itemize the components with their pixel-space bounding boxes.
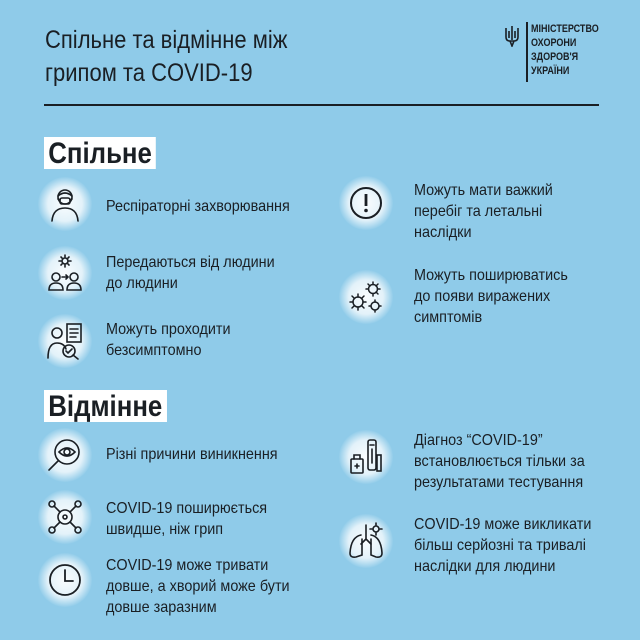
header-divider — [44, 104, 599, 106]
ministry-logo — [504, 22, 614, 84]
exclamation-icon — [339, 176, 393, 230]
item-text-line: COVID-19 може викликати — [414, 516, 592, 533]
page-title — [45, 24, 362, 90]
title-line-2: грипом та COVID-19 — [45, 59, 253, 87]
section-heading-common: Спільне — [44, 137, 156, 169]
item-text-line: Можуть поширюватись — [414, 267, 568, 284]
item-text-line: наслідки — [414, 224, 472, 241]
logo-line-1: МІНІСТЕРСТВО — [531, 23, 599, 35]
item-text-line: до людини — [106, 275, 178, 292]
person-to-person-icon — [38, 246, 92, 300]
masked-person-icon — [38, 177, 92, 231]
item-text-line: наслідки для людини — [414, 558, 556, 575]
section-heading-different: Відмінне — [44, 390, 167, 422]
clock-icon — [38, 553, 92, 607]
magnifier-virus-icon — [38, 428, 92, 482]
item-text-line: довше заразним — [106, 599, 217, 616]
item-text-line: Передаються від людини — [106, 254, 275, 271]
item-text-line: Можуть мати важкий — [414, 182, 553, 199]
item-text-line: симптомів — [414, 309, 483, 326]
lungs-virus-icon — [339, 514, 393, 568]
viruses-icon — [339, 270, 393, 324]
logo-line-3: ЗДОРОВ'Я — [531, 51, 579, 63]
item-text-line: безсимптомно — [106, 342, 202, 359]
item-text-line: COVID-19 поширюється — [106, 500, 268, 517]
logo-line-4: УКРАЇНИ — [531, 65, 570, 77]
item-text: Різні причини виникнення — [106, 446, 278, 463]
virus-network-icon — [38, 490, 92, 544]
item-text-line: результатами тестування — [414, 474, 584, 491]
item-text-line: Можуть проходити — [106, 321, 231, 338]
item-text-line: Діагноз “COVID-19” — [414, 432, 543, 449]
title-line-1: Спільне та відмінне між — [45, 26, 288, 54]
trident-icon — [504, 25, 520, 47]
item-text-line: до появи виражених — [414, 288, 551, 305]
item-text-line: більш серйозні та тривалі — [414, 537, 586, 554]
item-text-line: довше, а хворий може бути — [106, 578, 290, 595]
item-text-line: COVID-19 може тривати — [106, 557, 269, 574]
logo-text — [531, 22, 599, 78]
item-text-line: швидше, ніж грип — [106, 521, 224, 538]
logo-line-2: ОХОРОНИ — [531, 37, 577, 49]
item-text-line: перебіг та летальні — [414, 203, 543, 220]
test-kit-icon — [339, 430, 393, 484]
item-text-line: встановлюється тільки за — [414, 453, 585, 470]
doctor-check-icon — [38, 314, 92, 368]
item-text: Респіраторні захворювання — [106, 198, 290, 215]
logo-divider — [526, 22, 528, 82]
